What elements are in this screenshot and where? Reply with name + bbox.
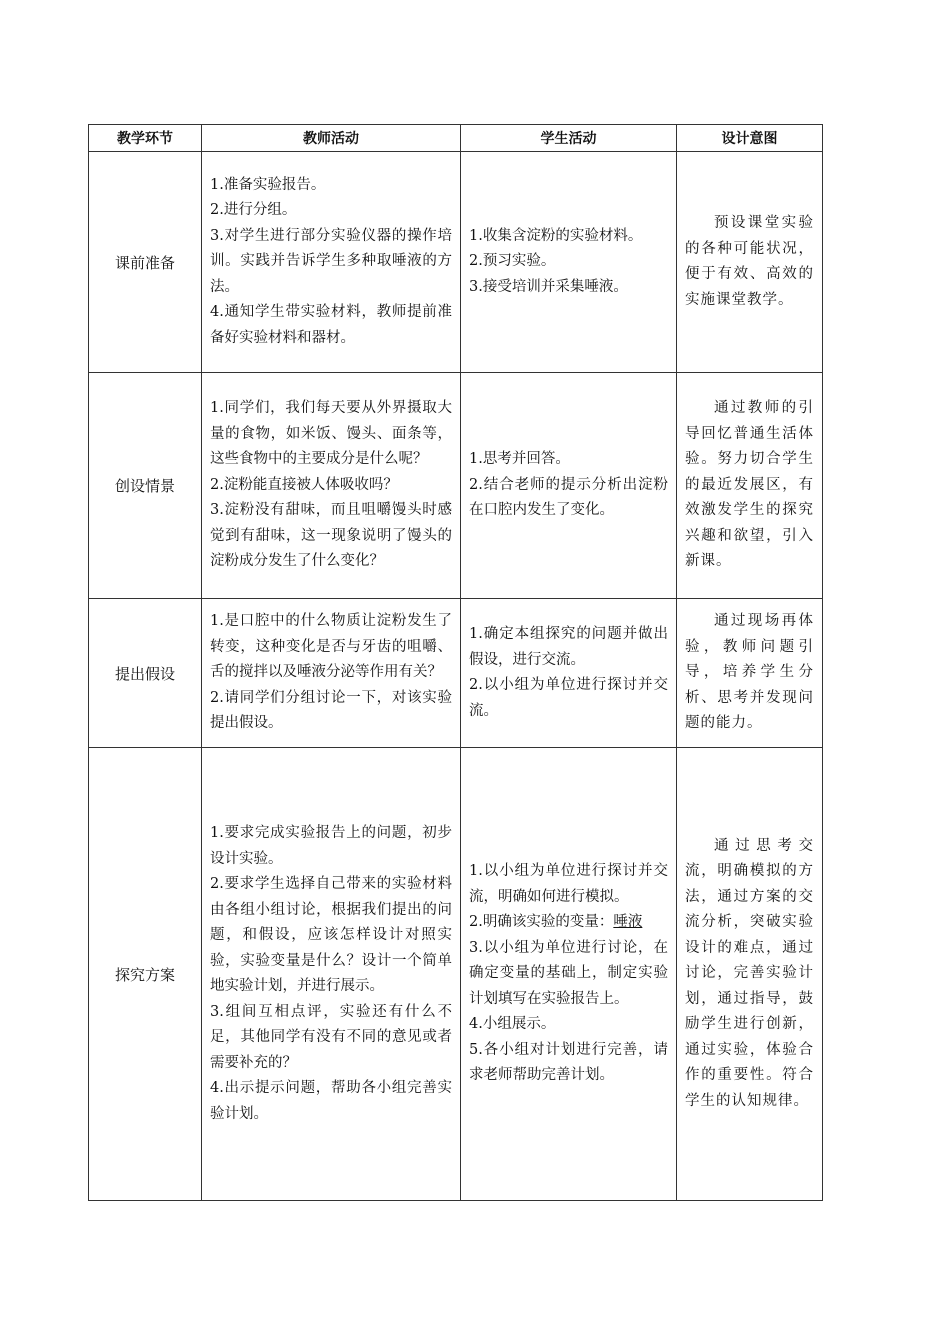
student-activity-cell bbox=[461, 373, 677, 599]
intent-text: 通过教师的引导回忆普通生活体验。努力切合学生的最近发展区，有效激发学生的探究兴趣和欲望，引入新课。 bbox=[685, 400, 814, 570]
table-row bbox=[89, 152, 823, 373]
intent-text: 通过思考交流，明确模拟的方法，通过方案的交流分析，突破实验设计的难点，通过讨论，完善实验计划，通过指导，鼓励学生进行创新，通过实验，体验合作的重要性。符合学生的认知规律。 bbox=[685, 837, 814, 1109]
header-design-intent: 设计意图 bbox=[677, 125, 823, 152]
table-row bbox=[89, 748, 823, 1201]
teacher-activity-cell bbox=[202, 599, 461, 748]
teacher-item: 3.组间互相点评，实验还有什么不足，其他同学有没有不同的意见或者需要补充的？ bbox=[210, 1003, 452, 1071]
lesson-plan-table bbox=[88, 124, 823, 1201]
design-intent-cell bbox=[677, 748, 823, 1201]
stage-cell: 创设情景 bbox=[89, 373, 202, 599]
design-intent-cell bbox=[677, 599, 823, 748]
student-item-text: 2.明确该实验的变量： bbox=[469, 914, 614, 931]
design-intent-cell bbox=[677, 373, 823, 599]
stage-cell: 探究方案 bbox=[89, 748, 202, 1201]
header-teacher-activity: 教师活动 bbox=[202, 125, 461, 152]
table-header-row bbox=[89, 125, 823, 152]
header-stage: 教学环节 bbox=[89, 125, 202, 152]
table-row bbox=[89, 373, 823, 599]
student-item: 2.预习实验。 bbox=[469, 253, 556, 270]
teacher-item: 1.是口腔中的什么物质让淀粉发生了转变，这种变化是否与牙齿的咀嚼、舌的搅拌以及唾液分泌等作用有关？ bbox=[210, 613, 452, 681]
intent-text: 预设课堂实验的各种可能状况，便于有效、高效的实施课堂教学。 bbox=[685, 215, 814, 308]
teacher-item: 3.对学生进行部分实验仪器的操作培训。实践并告诉学生多种取唾液的方法。 bbox=[210, 227, 452, 295]
student-item: 4.小组展示。 bbox=[469, 1016, 556, 1033]
teacher-activity-cell bbox=[202, 748, 461, 1201]
design-intent-cell bbox=[677, 152, 823, 373]
teacher-item: 2.要求学生选择自己带来的实验材料由各组小组讨论，根据我们提出的问题，和假设，应该怎样设计对照实验，实验变量是什么？设计一个简单地实验计划，并进行展示。 bbox=[210, 876, 452, 994]
teacher-activity-cell bbox=[202, 152, 461, 373]
teacher-item: 1.同学们，我们每天要从外界摄取大量的食物，如米饭、馒头、面条等，这些食物中的主要成分是什么呢？ bbox=[210, 400, 452, 468]
teacher-item: 4.通知学生带实验材料，教师提前准备好实验材料和器材。 bbox=[210, 304, 452, 346]
teacher-item: 1.准备实验报告。 bbox=[210, 176, 326, 193]
stage-cell: 课前准备 bbox=[89, 152, 202, 373]
teacher-item: 4.出示提示问题，帮助各小组完善实验计划。 bbox=[210, 1080, 452, 1122]
teacher-item: 1.要求完成实验报告上的问题，初步设计实验。 bbox=[210, 825, 452, 867]
stage-cell: 提出假设 bbox=[89, 599, 202, 748]
student-item: 3.以小组为单位进行讨论，在确定变量的基础上，制定实验计划填写在实验报告上。 bbox=[469, 939, 668, 1007]
teacher-item: 2.淀粉能直接被人体吸收吗？ bbox=[210, 476, 398, 493]
student-item: 5.各小组对计划进行完善，请求老师帮助完善计划。 bbox=[469, 1041, 668, 1084]
student-item: 3.接受培训并采集唾液。 bbox=[469, 278, 628, 295]
student-activity-cell bbox=[461, 152, 677, 373]
table-row bbox=[89, 599, 823, 748]
student-activity-cell bbox=[461, 599, 677, 748]
student-item: 1.确定本组探究的问题并做出假设，进行交流。 bbox=[469, 626, 668, 668]
teacher-item: 3.淀粉没有甜味，而且咀嚼馒头时感觉到有甜味，这一现象说明了馒头的淀粉成分发生了什么变化？ bbox=[210, 502, 452, 570]
student-item: 2.结合老师的提示分析出淀粉在口腔内发生了变化。 bbox=[469, 476, 668, 519]
student-activity-cell bbox=[461, 748, 677, 1201]
intent-text: 通过现场再体验，教师问题引导，培养学生分析、思考并发现问题的能力。 bbox=[685, 613, 814, 732]
student-item bbox=[469, 910, 668, 936]
teacher-item: 2.请同学们分组讨论一下，对该实验提出假设。 bbox=[210, 689, 452, 732]
student-item: 1.思考并回答。 bbox=[469, 451, 570, 468]
teacher-item: 2.进行分组。 bbox=[210, 202, 297, 219]
student-item: 2.以小组为单位进行探讨并交流。 bbox=[469, 677, 668, 719]
student-item: 1.以小组为单位进行探讨并交流，明确如何进行模拟。 bbox=[469, 863, 668, 905]
header-student-activity: 学生活动 bbox=[461, 125, 677, 152]
variable-underlined: 唾液 bbox=[613, 914, 643, 931]
student-item: 1.收集含淀粉的实验材料。 bbox=[469, 227, 643, 244]
teacher-activity-cell bbox=[202, 373, 461, 599]
